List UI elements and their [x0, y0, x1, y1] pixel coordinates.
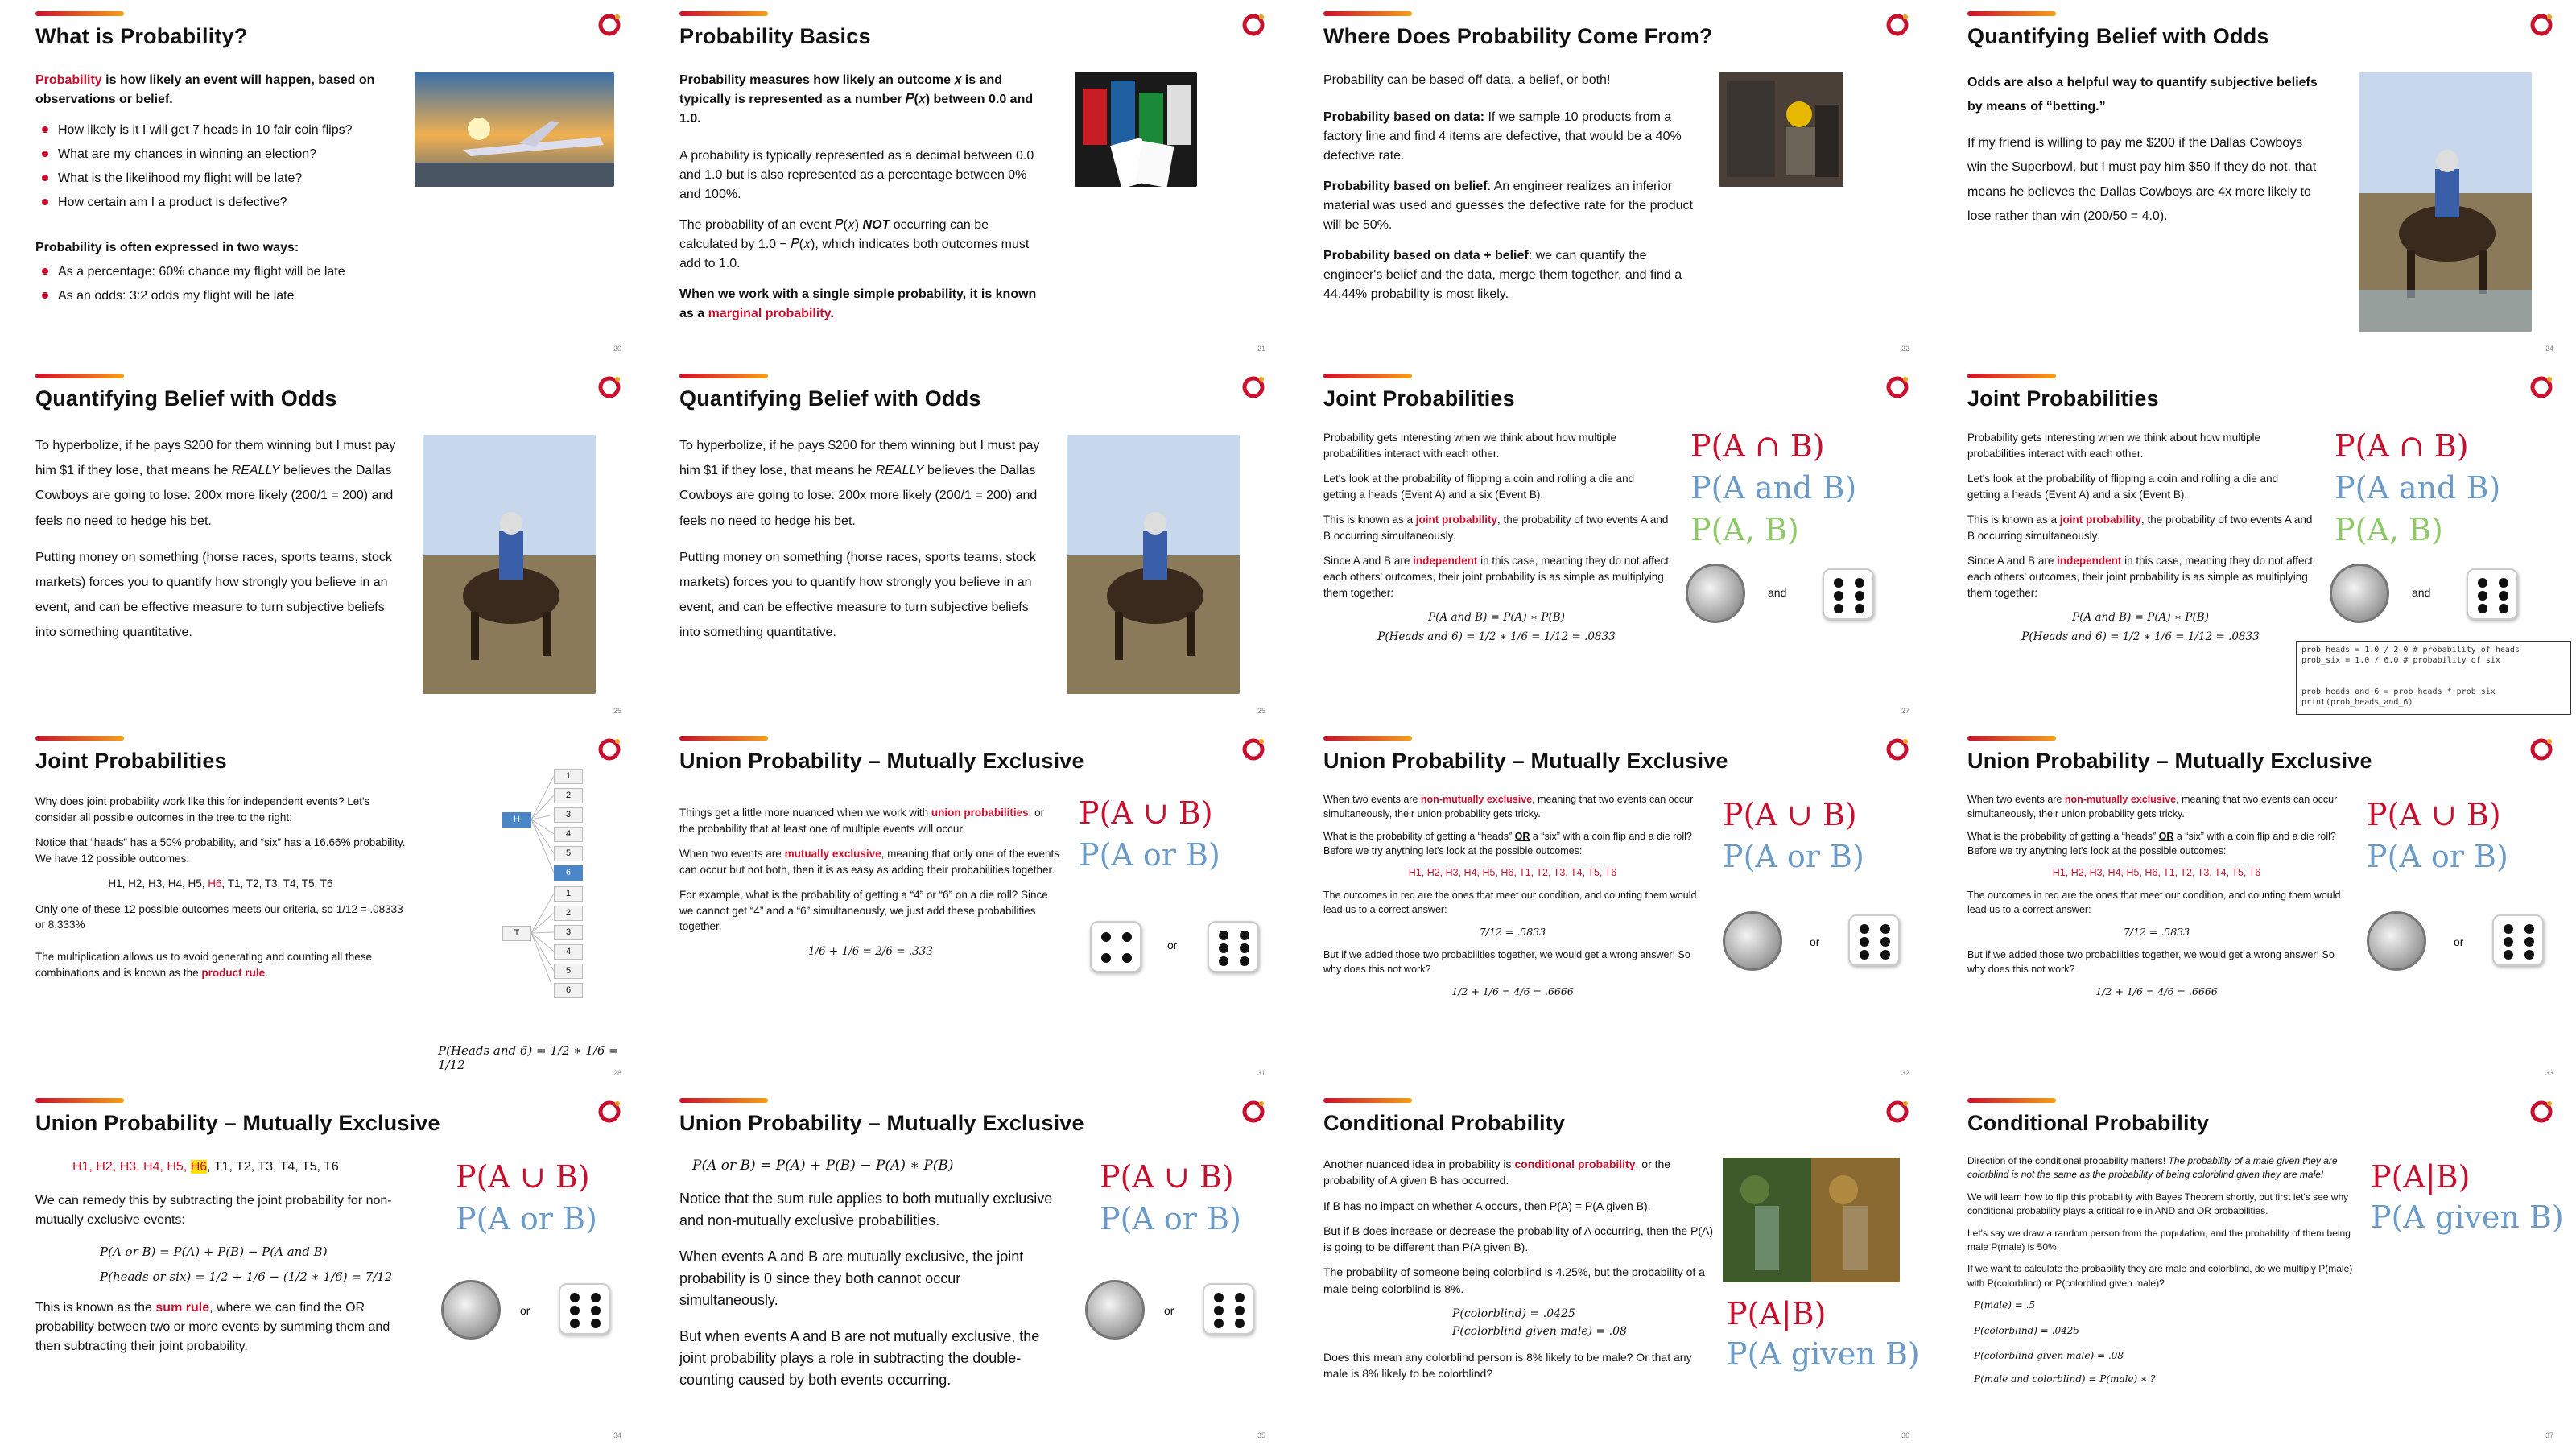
- slide-title: Joint Probabilities: [1967, 386, 2159, 411]
- slide-16[interactable]: Conditional Probability Direction of the conditional probability matters! The probability of a male given they are colorblind is not the same as the probability of being colorblind given they are male! We will learn how to flip this probability with Bayes Theorem shortly, but first let's see why conditional probability plays a critical role in AND and OR probabilities. Let's say we draw a random person from the population, and the probability of them being male P(male) is 50%. If we want to calculate the probability they are male and colorblind, do we multiply P(male) with P(colorblind) or P(colorblind given male)? P(male) = .5 P(colorblind) = .0425 P(colorblind given male) = .08 P(male and colorblind) = P(male) ∗ ? P(A|B) P(A given B) 37: [1932, 1087, 2576, 1449]
- tree-node: 5: [554, 964, 583, 979]
- slide-title: Union Probability – Mutually Exclusive: [1967, 749, 2372, 773]
- notation-union: P(A ∪ B): [1100, 1159, 1234, 1195]
- accent-bar: [35, 374, 124, 378]
- notation-intersection: P(A ∩ B): [1690, 428, 1825, 464]
- die-six-icon: [2467, 568, 2518, 620]
- accent-bar: [679, 374, 768, 378]
- slide-6[interactable]: Quantifying Belief with Odds To hyperbolize, if he pays $200 for them winning but I must pay him $1 if they lose, that means he REALLY believes the Dallas Cowboys are going to lose: 200x more likely (200/1 = 200) and feels no need to hedge his bet. Putting money on something (horse races, sports teams, stock markets) forces you to quantify how strongly you believe in an event, and can be effective measure to turn subjective beliefs into something quantitative. 25: [644, 362, 1288, 724]
- product-equation: P(Heads and 6) = 1/2 ∗ 1/6 = 1/12: [438, 1043, 619, 1072]
- logo-icon: [2529, 737, 2553, 762]
- accent-bar: [1323, 374, 1412, 378]
- slide-body: To hyperbolize, if he pays $200 for them winning but I must pay him $1 if they lose, that means he REALLY believes the Dallas Cowboys are going to lose: 200x more likely (200/1 = 200) and feels no need to hedge his bet. Putting money on something (horse races, sports teams, stock markets) forces you to quantify how strongly you believe in an event, and can be effective measure to turn subjective beliefs into something quantitative.: [679, 439, 1040, 640]
- slide-12[interactable]: Union Probability – Mutually Exclusive When two events are non-mutually exclusive, meaning that two events can occur simultaneously, their union probability gets tricky. What is the probability of getting a “heads” OR a “six” with a coin flip and a die roll? Before we try anything let's look at the possible outcomes: H1, H2, H3, H4, H5, H6, T1, T2, T3, T4, T5, T6 The outcomes in red are the ones that meet our condition, and counting them would lead us to a correct answer: 7/12 = .5833 But if we added those two probabilities together, we would get a wrong answer! So why does this not work? 1/2 + 1/6 = 4/6 = .6666 P(A ∪ B) P(A or B) or 33: [1932, 724, 2576, 1087]
- accent-bar: [1967, 374, 2056, 378]
- slide-body: Notice that the sum rule applies to both mutually exclusive and non-mutually exclusive probabilities. When events A and B are mutually exclusive, the joint probability is 0 since they both cannot occur simultaneously. But when events A and B are not mutually exclusive, the joint probability plays a role in subtracting the double-counting caused by both events occurring.: [679, 1191, 1053, 1388]
- logo-icon: [597, 1100, 621, 1124]
- logo-icon: [1885, 1100, 1909, 1124]
- tree-node: 3: [554, 925, 583, 940]
- list-item: As an odds: 3:2 odds my flight will be late: [58, 287, 402, 306]
- notation-given: P(A given B): [1727, 1336, 1920, 1372]
- slide-body: Things get a little more nuanced when we work with union probabilities, or the probability that at least one of multiple events will occur. When two events are mutually exclusive, meaning that only one of the events can occur but not both, then it is as easy as adding their probabilities together. For example, what is the probability of getting a “4” or “6” on a die roll? Since we cannot get “4” and a “6” simultaneously, we just add these probabilities together. 1/6 + 1/6 = 2/6 = .333: [679, 807, 1060, 958]
- slide-5[interactable]: Quantifying Belief with Odds To hyperbolize, if he pays $200 for them winning but I must pay him $1 if they lose, that means he REALLY believes the Dallas Cowboys are going to lose: 200x more likely (200/1 = 200) and feels no need to hedge his bet. Putting money on something (horse races, sports teams, stock markets) forces you to quantify how strongly you believe in an event, and can be effective measure to turn subjective beliefs into something quantitative. 25: [0, 362, 644, 724]
- die-six-icon: [559, 1283, 610, 1335]
- notation-given: P(A given B): [2371, 1199, 2564, 1235]
- accent-bar: [679, 736, 768, 741]
- slide-body: Another nuanced idea in probability is conditional probability, or the probability of A given B has occurred. If B has no impact on whether A occurs, then P(A) = P(A given B). But if B does increase or decrease the probability of A occurring, then the P(A) is going to be different than P(A given B). The probability of someone being colorblind is 4.25%, but the probability of a male being colorblind is 8%. P(colorblind) = .0425 P(colorblind given male) = .08 Does this mean any colorblind person is 8% likely to be male? Or that any male is 8% likely to be colorblind?: [1323, 1158, 1714, 1380]
- die-six-icon: [2492, 914, 2544, 966]
- tree-node: 1: [554, 886, 583, 902]
- logo-icon: [1241, 1100, 1265, 1124]
- tree-node: 6: [554, 983, 583, 998]
- slide-8[interactable]: Joint Probabilities Probability gets interesting when we think about how multiple probabilities interact with each other. Let's look at the probability of flipping a coin and rolling a die and getting a heads (Event A) and a six (Event B). This is known as a joint probability, the probability of two events A and B occurring simultaneously. Since A and B are independent in this case, meaning they do not affect each others' outcomes, their joint probability is as simple as multiplying them together: P(A and B) = P(A) ∗ P(B) P(Heads and 6) = 1/2 ∗ 1/6 = 1/12 = .0833 P(A ∩ B) P(A and B) P(A, B) and prob_heads = 1.0 / 2.0 # probability of heads prob_six = 1.0 / 6.0 # probability of six prob_heads_and_6 = prob_heads * prob_six print(prob_heads_and_6): [1932, 362, 2576, 724]
- slide-3[interactable]: Where Does Probability Come From? Probability can be based off data, a belief, or both! Probability based on data: If we sample 10 products from a factory line and find 4 items are defective, that would be a 40% defective rate. Probability based on belief: An engineer realizes an inferior material was used and guesses the defective rate for the product will be 50%. Probability based on data + belief: we can quantify the engineer's belief and the data, merge them together, and find a 44.44% probability is most likely. 22: [1288, 0, 1932, 362]
- slide-title: Union Probability – Mutually Exclusive: [679, 749, 1084, 773]
- accent-bar: [35, 11, 124, 16]
- notation-union: P(A ∪ B): [1079, 795, 1213, 831]
- notation-conditional: P(A|B): [1727, 1296, 1827, 1331]
- slide-body: Why does joint probability work like this for independent events? Let's consider all possible outcomes in the tree to the right: Notice that “heads” has a 50% probability, and “six” has a 16.66% probability. We have 12 possible outcomes: H1, H2, H3, H4, H5, H6, T1, T2, T3, T4, T5, T6 Only one of these 12 possible outcomes meets our criteria, so 1/12 = .08333 or 8.333% The multiplication allows us to avoid generating and counting all these combinations and is known as the product rule.: [35, 795, 406, 979]
- accent-bar: [679, 1098, 768, 1103]
- accent-bar: [35, 1098, 124, 1103]
- slide-title: Union Probability – Mutually Exclusive: [35, 1111, 440, 1135]
- logo-icon: [2529, 375, 2553, 399]
- logo-icon: [1241, 13, 1265, 37]
- accent-bar: [1967, 736, 2056, 741]
- tree-node: 5: [554, 846, 583, 861]
- accent-bar: [1323, 736, 1412, 741]
- logo-icon: [1241, 737, 1265, 762]
- coin-icon: [2367, 911, 2426, 971]
- format-list: [58, 262, 402, 306]
- slide-7[interactable]: Joint Probabilities Probability gets interesting when we think about how multiple probabilities interact with each other. Let's look at the probability of flipping a coin and rolling a die and getting a heads (Event A) and a six (Event B). This is known as a joint probability, the probability of two events A and B occurring simultaneously. Since A and B are independent in this case, meaning they do not affect each others' outcomes, their joint probability is as simple as multiplying them together: P(A and B) = P(A) ∗ P(B) P(Heads and 6) = 1/2 ∗ 1/6 = 1/12 = .0833 P(A ∩ B) P(A and B) P(A, B) and 27: [1288, 362, 1932, 724]
- logo-icon: [2529, 13, 2553, 37]
- question-list: [58, 121, 402, 213]
- slide-title: Quantifying Belief with Odds: [35, 386, 337, 411]
- slide-body: Probability gets interesting when we think about how multiple probabilities interact with each other. Let's look at the probability of flipping a coin and rolling a die and getting a heads (Event A) and a six (Event B). This is known as a joint probability, the probability of two events A and B occurring simultaneously. Since A and B are independent in this case, meaning they do not affect each others' outcomes, their joint probability is as simple as multiplying them together: P(A and B) = P(A) ∗ P(B) P(Heads and 6) = 1/2 ∗ 1/6 = 1/12 = .0833: [1323, 431, 1669, 643]
- slide-15[interactable]: Conditional Probability Another nuanced idea in probability is conditional probability, or the probability of A given B has occurred. If B has no impact on whether A occurs, then P(A) = P(A given B). But if B does increase or decrease the probability of A occurring, then the P(A) is going to be different than P(A given B). The probability of someone being colorblind is 4.25%, but the probability of a male being colorblind is 8%. P(colorblind) = .0425 P(colorblind given male) = .08 Does this mean any colorblind person is 8% likely to be male? Or that any male is 8% likely to be colorblind? P(A|B) P(A given B) 36: [1288, 1087, 1932, 1449]
- logo-icon: [597, 375, 621, 399]
- tree-node: 6: [554, 865, 583, 881]
- notation-or: P(A or B): [456, 1201, 597, 1236]
- slide-title: Joint Probabilities: [35, 749, 227, 773]
- accent-bar: [35, 736, 124, 741]
- slide-title: Conditional Probability: [1323, 1111, 1566, 1135]
- logo-icon: [1885, 375, 1909, 399]
- list-item: What are my chances in winning an election?: [58, 145, 402, 164]
- list-item: As a percentage: 60% chance my flight will be late: [58, 262, 402, 282]
- logo-icon: [2529, 1100, 2553, 1124]
- list-item: How likely is it I will get 7 heads in 10 fair coin flips?: [58, 121, 402, 140]
- notation-or: P(A or B): [1100, 1201, 1241, 1236]
- die-four-icon: [1090, 921, 1141, 972]
- airplane-photo: [415, 72, 614, 187]
- logo-icon: [1885, 737, 1909, 762]
- slide-body: To hyperbolize, if he pays $200 for them winning but I must pay him $1 if they lose, that means he REALLY believes the Dallas Cowboys are going to lose: 200x more likely (200/1 = 200) and feels no need to hedge his bet. Putting money on something (horse races, sports teams, stock markets) forces you to quantify how strongly you believe in an event, and can be effective measure to turn subjective beliefs into something quantitative.: [35, 439, 396, 640]
- slide-body: Probability can be based off data, a belief, or both! Probability based on data: If we sample 10 products from a factory line and find 4 items are defective, that would be a 40% defective rate. Probability based on belief: An engineer realizes an inferior material was used and guesses the defective rate for the product will be 50%. Probability based on data + belief: we can quantify the engineer's belief and the data, merge them together, and find a 44.44% probability is most likely.: [1323, 73, 1693, 301]
- notation-or: P(A or B): [1723, 839, 1864, 874]
- tree-node: 3: [554, 807, 583, 823]
- slide-body: Direction of the conditional probability matters! The probability of a male given they are colorblind is not the same as the probability of being colorblind given they are male! We will learn how to flip this probability with Bayes Theorem shortly, but first let's see why conditional probability plays a critical role in AND and OR probabilities. Let's say we draw a random person from the population, and the probability of them being male P(male) is 50%. If we want to calculate the probability they are male and colorblind, do we multiply P(male) with P(colorblind) or P(colorblind given male)? P(male) = .5 P(colorblind) = .0425 P(colorblind given male) = .08 P(male and colorblind) = P(male) ∗ ?: [1967, 1155, 2353, 1385]
- list-item: What is the likelihood my flight will be late?: [58, 169, 402, 188]
- slide-4[interactable]: Quantifying Belief with Odds Odds are also a helpful way to quantify subjective beliefs by means of “betting.” If my friend is willing to pay me $200 if the Dallas Cowboys win the Superbowl, but I must pay him $50 if they do not, that means he believes the Dallas Cowboys are 4x more likely to lose rather than win (200/50 = 4.0). 24: [1932, 0, 2576, 362]
- notation-and: P(A and B): [2334, 470, 2501, 506]
- tree-node: 2: [554, 788, 583, 803]
- list-item: How certain am I a product is defective?: [58, 193, 402, 213]
- coin-icon: [441, 1280, 501, 1340]
- slide-10[interactable]: Union Probability – Mutually Exclusive Things get a little more nuanced when we work with union probabilities, or the probability that at least one of multiple events will occur. When two events are mutually exclusive, meaning that only one of the events can occur but not both, then it is as easy as adding their probabilities together. For example, what is the probability of getting a “4” or “6” on a die roll? Since we cannot get “4” and a “6” simultaneously, we just add these probabilities together. 1/6 + 1/6 = 2/6 = .333 P(A ∪ B) P(A or B) or 31: [644, 724, 1288, 1087]
- tree-node: 1: [554, 769, 583, 784]
- slide-9[interactable]: Joint Probabilities Why does joint probability work like this for independent events? Let's consider all possible outcomes in the tree to the right: Notice that “heads” has a 50% probability, and “six” has a 16.66% probability. We have 12 possible outcomes: H1, H2, H3, H4, H5, H6, T1, T2, T3, T4, T5, T6 Only one of these 12 possible outcomes meets our criteria, so 1/12 = .08333 or 8.333% The multiplication allows us to avoid generating and counting all these combinations and is known as the product rule. H T 1 2 3 4 5 6 1 2 3 4 5 6 P(Heads and 6) = 1/2 ∗ 1/6 = 1/12 28: [0, 724, 644, 1087]
- logo-icon: [597, 737, 621, 762]
- slide-body: Probability measures how likely an outcome 𝑥 is and typically is represented as a number 𝑃(𝑥) between 0.0 and 1.0. A probability is typically represented as a decimal between 0.0 and 1.0 but is also represented as a percentage between 0% and 100%. The probability of an event 𝑃(𝑥) NOT occurring can be calculated by 1.0 − 𝑃(𝑥), which indicates both outcomes must add to 1.0. When we work with a single simple probability, it is known as a marginal probability.: [679, 73, 1037, 320]
- horse-rider-photo: [1067, 435, 1240, 694]
- slide-title: Joint Probabilities: [1323, 386, 1515, 411]
- slide-body: When two events are non-mutually exclusive, meaning that two events can occur simultaneously, their union probability gets tricky. What is the probability of getting a “heads” OR a “six” with a coin flip and a die roll? Before we try anything let's look at the possible outcomes: H1, H2, H3, H4, H5, H6, T1, T2, T3, T4, T5, T6 The outcomes in red are the ones that meet our condition, and counting them would lead us to a correct answer: 7/12 = .5833 But if we added those two probabilities together, we would get a wrong answer! So why does this not work? 1/2 + 1/6 = 4/6 = .6666: [1967, 794, 2341, 998]
- slide-11[interactable]: Union Probability – Mutually Exclusive When two events are non-mutually exclusive, meaning that two events can occur simultaneously, their union probability gets tricky. What is the probability of getting a “heads” OR a “six” with a coin flip and a die roll? Before we try anything let's look at the possible outcomes: H1, H2, H3, H4, H5, H6, T1, T2, T3, T4, T5, T6 The outcomes in red are the ones that meet our condition, and counting them would lead us to a correct answer: 7/12 = .5833 But if we added those two probabilities together, we would get a wrong answer! So why does this not work? 1/2 + 1/6 = 4/6 = .6666 P(A ∪ B) P(A or B) or 32: [1288, 724, 1932, 1087]
- notation-or: P(A or B): [1079, 837, 1220, 873]
- slide-body: Odds are also a helpful way to quantify subjective beliefs by means of “betting.” If my friend is willing to pay me $200 if the Dallas Cowboys win the Superbowl, but I must pay him $50 if they do not, that means he believes the Dallas Cowboys are 4x more likely to lose rather than win (200/50 = 4.0).: [1967, 76, 2318, 223]
- sum-rule-equation: P(A or B) = P(A) + P(B) − P(A) ∗ P(B): [692, 1158, 954, 1174]
- tree-node: 4: [554, 944, 583, 960]
- die-six-icon: [1848, 914, 1900, 966]
- slide-body: Probability gets interesting when we think about how multiple probabilities interact with each other. Let's look at the probability of flipping a coin and rolling a die and getting a heads (Event A) and a six (Event B). This is known as a joint probability, the probability of two events A and B occurring simultaneously. Since A and B are independent in this case, meaning they do not affect each others' outcomes, their joint probability is as simple as multiplying them together: P(A and B) = P(A) ∗ P(B) P(Heads and 6) = 1/2 ∗ 1/6 = 1/12 = .0833: [1967, 431, 2313, 643]
- notation-comma: P(A, B): [2334, 512, 2443, 547]
- slide-title: Conditional Probability: [1967, 1111, 2210, 1135]
- slide-title: Where Does Probability Come From?: [1323, 24, 1713, 48]
- slide-title: Union Probability – Mutually Exclusive: [1323, 749, 1728, 773]
- slide-2[interactable]: Probability Basics Probability measures how likely an outcome 𝑥 is and typically is represented as a number 𝑃(𝑥) between 0.0 and 1.0. A probability is typically represented as a decimal between 0.0 and 1.0 but is also represented as a percentage between 0% and 100%. The probability of an event 𝑃(𝑥) NOT occurring can be calculated by 1.0 − 𝑃(𝑥), which indicates both outcomes must add to 1.0. When we work with a single simple probability, it is known as a marginal probability. 21: [644, 0, 1288, 362]
- horse-rider-photo: [2359, 72, 2532, 332]
- logo-icon: [1885, 13, 1909, 37]
- notation-intersection: P(A ∩ B): [2334, 428, 2469, 464]
- die-six-icon: [1208, 921, 1259, 972]
- notation-union: P(A ∪ B): [456, 1159, 590, 1195]
- accent-bar: [679, 11, 768, 16]
- tree-node: 4: [554, 827, 583, 842]
- slide-body: H1, H2, H3, H4, H5, H6, T1, T2, T3, T4, T5, T6 We can remedy this by subtracting the joint probability for non-mutually exclusive events: P(A or B) = P(A) + P(B) − P(A and B) P(heads or six) = 1/2 + 1/6 − (1/2 ∗ 1/6) = 7/12 This is known as the sum rule, where we can find the OR probability between two or more events by summing them and then subtracting their joint probability.: [35, 1160, 393, 1353]
- python-code-block: prob_heads = 1.0 / 2.0 # probability of heads prob_six = 1.0 / 6.0 # probability of six prob_heads_and_6 = prob_heads * prob_six print(prob_heads_and_6): [2296, 641, 2571, 715]
- slide-title: Quantifying Belief with Odds: [679, 386, 981, 411]
- coin-icon: [1723, 911, 1782, 971]
- factory-worker-photo: [1719, 72, 1843, 187]
- slide-title: What is Probability?: [35, 24, 248, 48]
- notation-comma: P(A, B): [1690, 512, 1799, 547]
- accent-bar: [1323, 11, 1412, 16]
- coin-icon: [1686, 564, 1745, 623]
- coin-icon: [2330, 564, 2389, 623]
- accent-bar: [1967, 1098, 2056, 1103]
- notation-and: P(A and B): [1690, 470, 1857, 506]
- tree-node: 2: [554, 906, 583, 921]
- die-six-icon: [1203, 1283, 1254, 1335]
- slide-title: Quantifying Belief with Odds: [1967, 24, 2269, 48]
- tree-node-tails: T: [502, 926, 531, 941]
- slide-1[interactable]: What is Probability? Probability is how likely an event will happen, based on observations or belief. How likely is it I will get 7 heads in 10 fair coin flips? What are my chances in winning an election? What is the likelihood my flight will be late? How certain am I a product is defective? Probability is often expressed in two ways: As a percentage: 60% chance my flight will be late As an odds: 3:2 odds my flight will be late 20: [0, 0, 644, 362]
- poker-chips-photo: [1075, 72, 1197, 187]
- notation-union: P(A ∪ B): [1723, 797, 1857, 832]
- slide-14[interactable]: Union Probability – Mutually Exclusive P(A or B) = P(A) + P(B) − P(A) ∗ P(B) Notice that the sum rule applies to both mutually exclusive and non-mutually exclusive probabilities. When events A and B are mutually exclusive, the joint probability is 0 since they both cannot occur simultaneously. But when events A and B are not mutually exclusive, the joint probability plays a role in subtracting the double-counting caused by both events occurring. P(A ∪ B) P(A or B) or 35: [644, 1087, 1288, 1449]
- slide-title: Probability Basics: [679, 24, 871, 48]
- horse-rider-photo: [423, 435, 596, 694]
- coin-icon: [1085, 1280, 1145, 1340]
- logo-icon: [597, 13, 621, 37]
- logo-icon: [1241, 375, 1265, 399]
- notation-conditional: P(A|B): [2371, 1159, 2471, 1195]
- slide-body: When two events are non-mutually exclusive, meaning that two events can occur simultaneously, their union probability gets tricky. What is the probability of getting a “heads” OR a “six” with a coin flip and a die roll? Before we try anything let's look at the possible outcomes: H1, H2, H3, H4, H5, H6, T1, T2, T3, T4, T5, T6 The outcomes in red are the ones that meet our condition, and counting them would lead us to a correct answer: 7/12 = .5833 But if we added those two probabilities together, we would get a wrong answer! So why does this not work? 1/2 + 1/6 = 4/6 = .6666: [1323, 794, 1697, 998]
- colorblind-comparison-photo: [1723, 1158, 1900, 1282]
- slide-title: Union Probability – Mutually Exclusive: [679, 1111, 1084, 1135]
- die-six-icon: [1823, 568, 1874, 620]
- accent-bar: [1967, 11, 2056, 16]
- notation-or: P(A or B): [2367, 839, 2508, 874]
- tree-node-heads: H: [502, 812, 531, 828]
- slide-13[interactable]: Union Probability – Mutually Exclusive H1, H2, H3, H4, H5, H6, T1, T2, T3, T4, T5, T6 We can remedy this by subtracting the joint probability for non-mutually exclusive events: P(A or B) = P(A) + P(B) − P(A and B) P(heads or six) = 1/2 + 1/6 − (1/2 ∗ 1/6) = 7/12 This is known as the sum rule, where we can find the OR probability between two or more events by summing them and then subtracting their joint probability. P(A ∪ B) P(A or B) or 34: [0, 1087, 644, 1449]
- slide-body: Probability is how likely an event will happen, based on observations or belief. How likely is it I will get 7 heads in 10 fair coin flips? What are my chances in winning an election? What is the likelihood my flight will be late? How certain am I a product is defective? Probability is often expressed in two ways: As a percentage: 60% chance my flight will be late As an odds: 3:2 odds my flight will be late: [35, 71, 402, 319]
- accent-bar: [1323, 1098, 1412, 1103]
- notation-union: P(A ∪ B): [2367, 797, 2501, 832]
